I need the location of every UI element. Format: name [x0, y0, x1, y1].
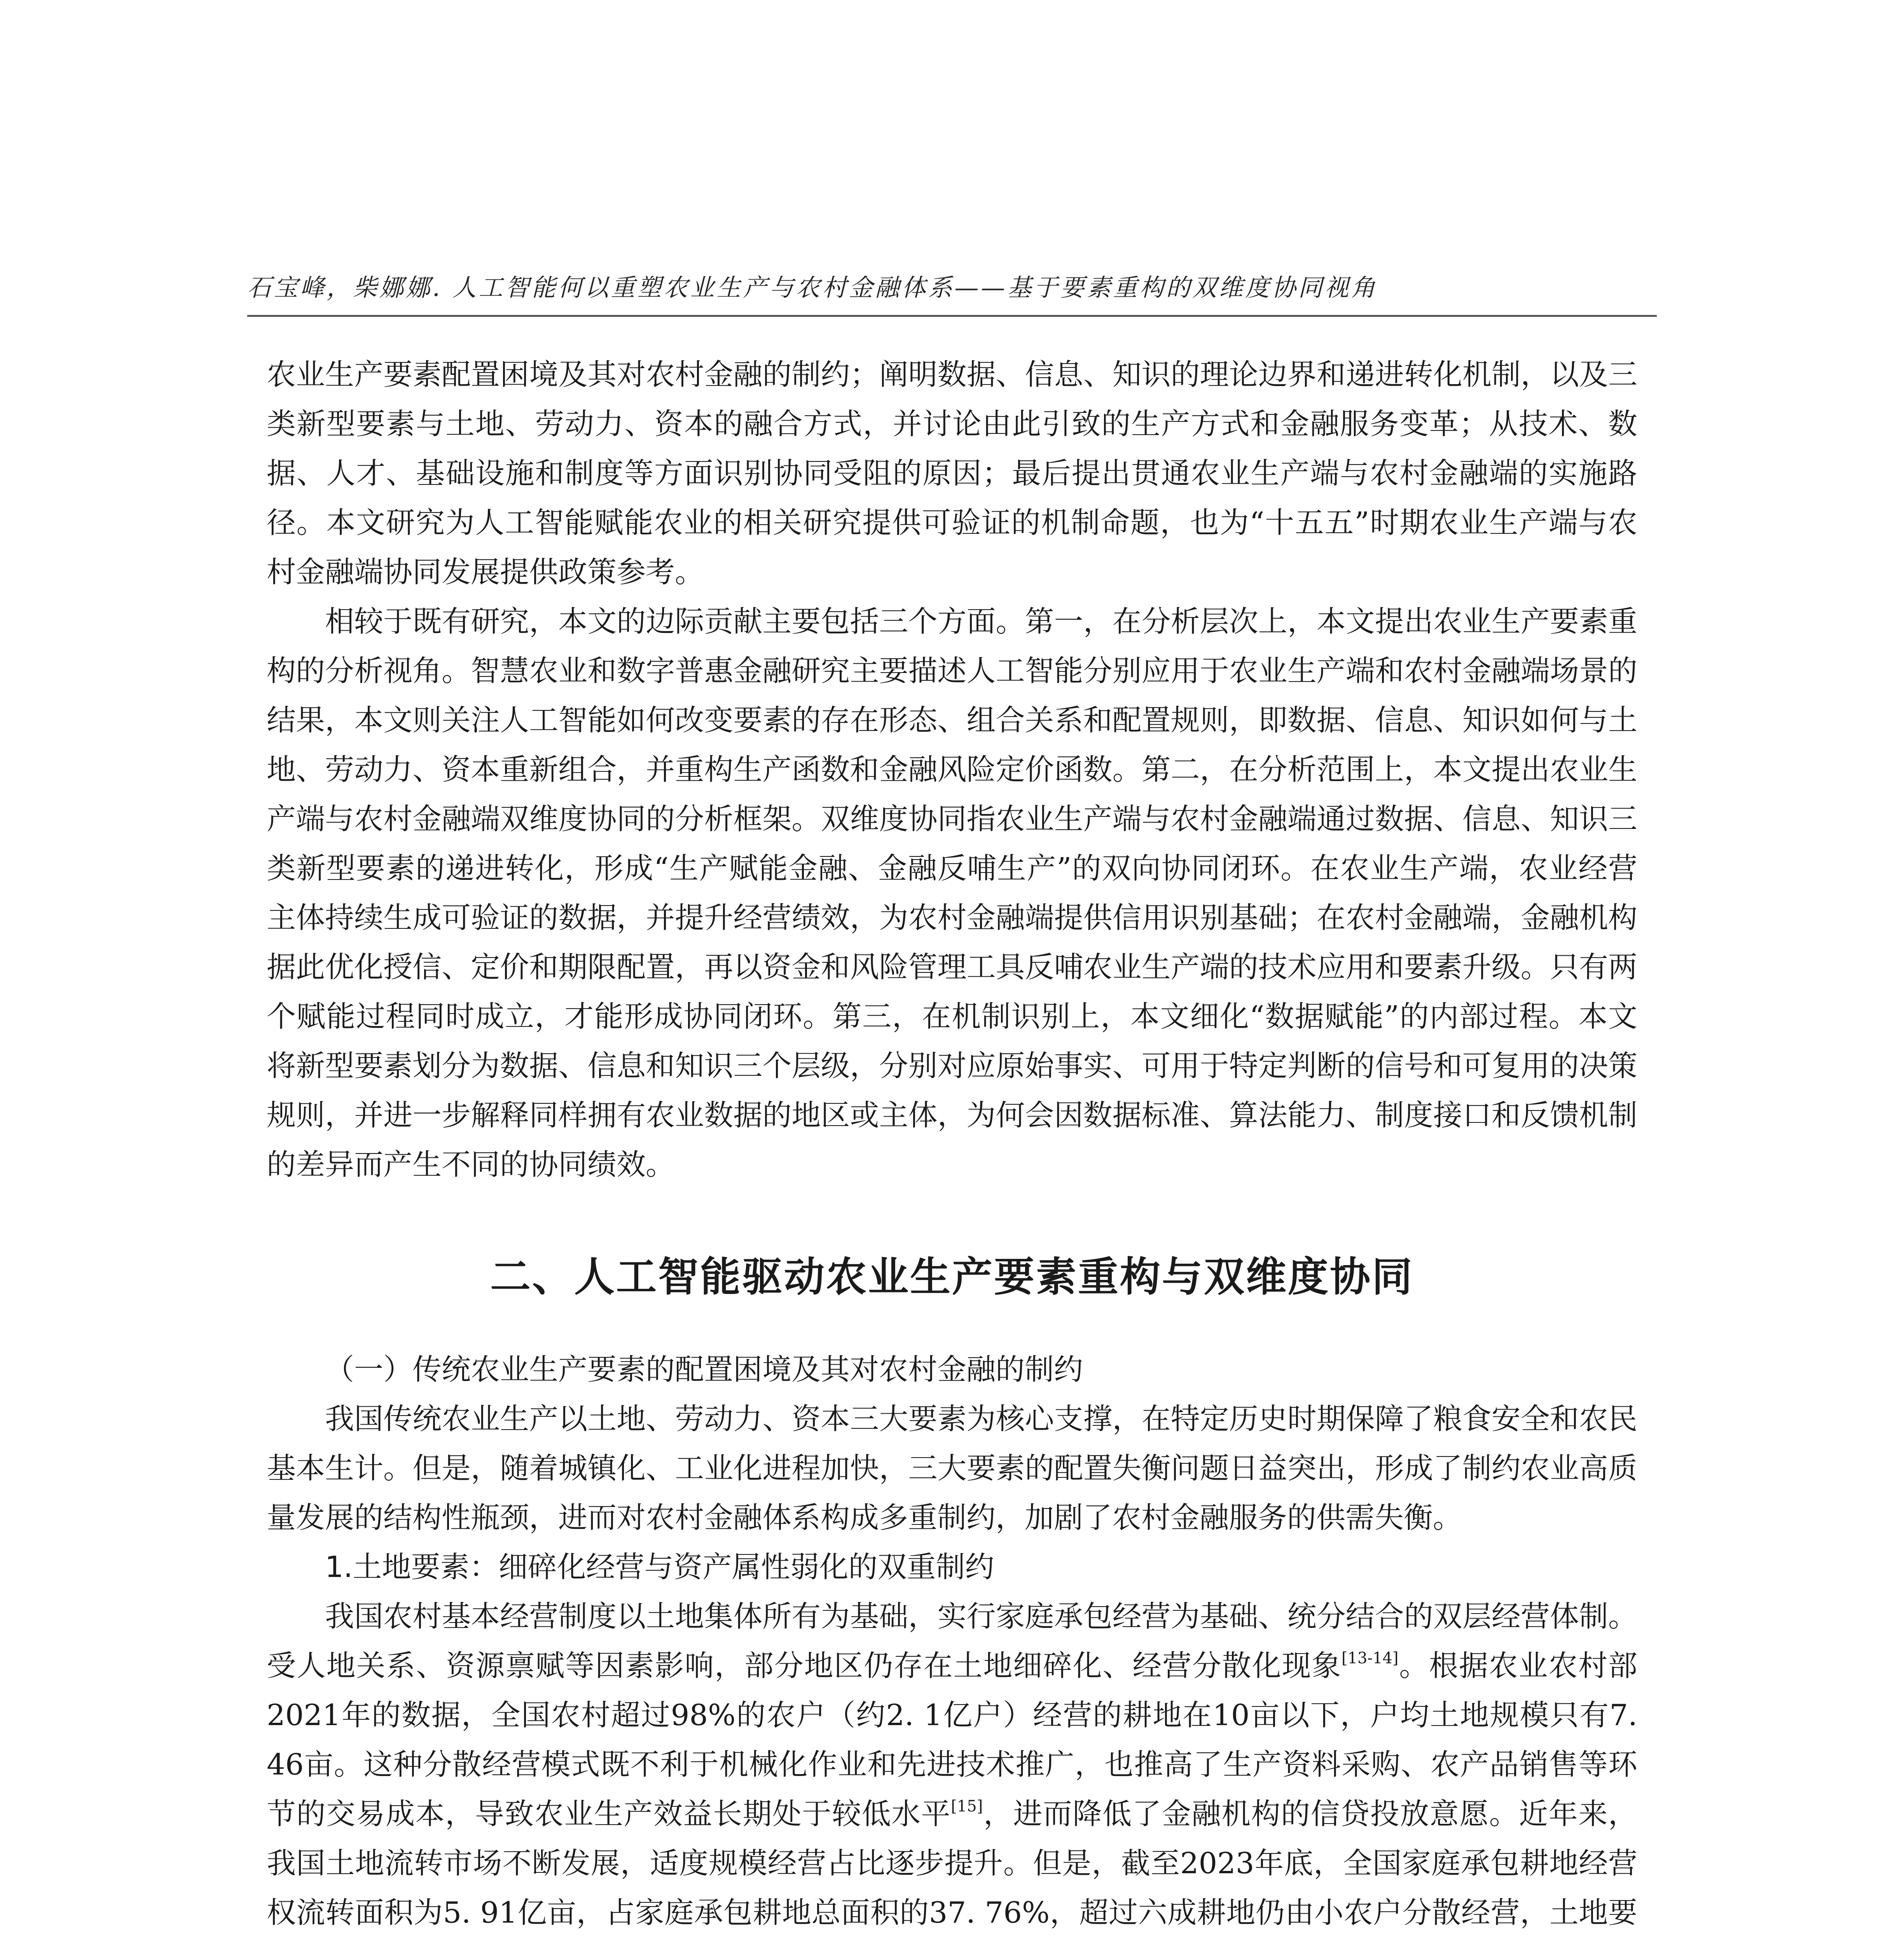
- body-paragraph: 相较于既有研究，本文的边际贡献主要包括三个方面。第一，在分析层次上，本文提出农业生产要素重构的分析视角。智慧农业和数字普惠金融研究主要描述人工智能分别应用于农业生产端和农村金融端场景的结果，本文则关注人工智能如何改变要素的存在形态、组合关系和配置规则，即数据、信息、知识如何与土地、劳动力、资本重新组合，并重构生产函数和金融风险定价函数。第二，在分析范围上，本文提出农业生产端与农村金融端双维度协同的分析框架。双维度协同指农业生产端与农村金融端通过数据、信息、知识三类新型要素的递进转化，形成“生产赋能金融、金融反哺生产”的双向协同闭环。在农业生产端，农业经营主体持续生成可验证的数据，并提升经营绩效，为农村金融端提供信用识别基础；在农村金融端，金融机构据此优化授信、定价和期限配置，再以资金和风险管理工具反哺农业生产端的技术应用和要素升级。只有两个赋能过程同时成立，才能形成协同闭环。第三，在机制识别上，本文细化“数据赋能”的内部过程。本文将新型要素划分为数据、信息和知识三个层级，分别对应原始事实、可用于特定判断的信号和可复用的决策规则，并进一步解释同样拥有农业数据的地区或主体，为何会因数据标准、算法能力、制度接口和反馈机制的差异而产生不同的协同绩效。: [267, 604, 1637, 1182]
- article-body: [267, 350, 1637, 1944]
- body-paragraph: 农业生产要素配置困境及其对农村金融的制约；阐明数据、信息、知识的理论边界和递进转化机制，以及三类新型要素与土地、劳动力、资本的融合方式，并讨论由此引致的生产方式和金融服务变革；从技术、数据、人才、基础设施和制度等方面识别协同受阻的原因；最后提出贯通农业生产端与农村金融端的实施路径。本文研究为人工智能赋能农业的相关研究提供可验证的机制命题，也为“十五五”时期农业生产端与农村金融端协同发展提供政策参考。: [267, 357, 1637, 589]
- header-divider: [247, 315, 1657, 317]
- paragraph-text: ，进而降低了金融机构的信贷投放意愿。近年来，我国土地流转市场不断发展，适度规模经营占比逐步提升。但是，截至2023年底，全国家庭承包耕地经营权流转面积为5. 91亿亩，占家庭承包耕地总面积的37. 76%，超过六成耕地仍由小农户分散经营，土地要: [267, 1797, 1637, 1930]
- citation-reference: [13-14]: [1342, 1649, 1399, 1667]
- body-paragraph: 我国传统农业生产以土地、劳动力、资本三大要素为核心支撑，在特定历史时期保障了粮食安全和农民基本生计。但是，随着城镇化、工业化进程加快，三大要素的配置失衡问题日益突出，形成了制约农业高质量发展的结构性瓶颈，进而对农村金融体系构成多重制约，加剧了农村金融服务的供需失衡。: [267, 1402, 1637, 1535]
- paragraph-text: 我国农村基本经营制度以土地集体所有为基础，实行家庭承包经营为基础、统分结合的双层经营体制。受人地关系、资源禀赋等因素影响，部分地区仍存在土地细碎化、经营分散化现象: [267, 1599, 1637, 1683]
- citation-reference: [15]: [951, 1797, 983, 1815]
- subsubsection-heading: 1.土地要素：细碎化经营与资产属性弱化的双重制约: [325, 1550, 994, 1584]
- body-paragraph: [267, 1592, 1637, 1944]
- running-header: 石宝峰，柴娜娜. 人工智能何以重塑农业生产与农村金融体系——基于要素重构的双维度协同视角: [247, 273, 1378, 302]
- paragraph-text: 。根据农业农村部2021年的数据，全国农村超过98%的农户（约2. 1亿户）经营的耕地在10亩以下，户均土地规模只有7. 46亩。这种分散经营模式既不利于机械化作业和先进技术推广，也推高了生产资料采购、农产品销售等环节的交易成本，导致农业生产效益长期处于较低水平: [267, 1649, 1637, 1831]
- subsection-heading: （一）传统农业生产要素的配置困境及其对农村金融的制约: [325, 1352, 1083, 1386]
- section-heading: 二、人工智能驱动农业生产要素重构与双维度协同: [490, 1253, 1414, 1301]
